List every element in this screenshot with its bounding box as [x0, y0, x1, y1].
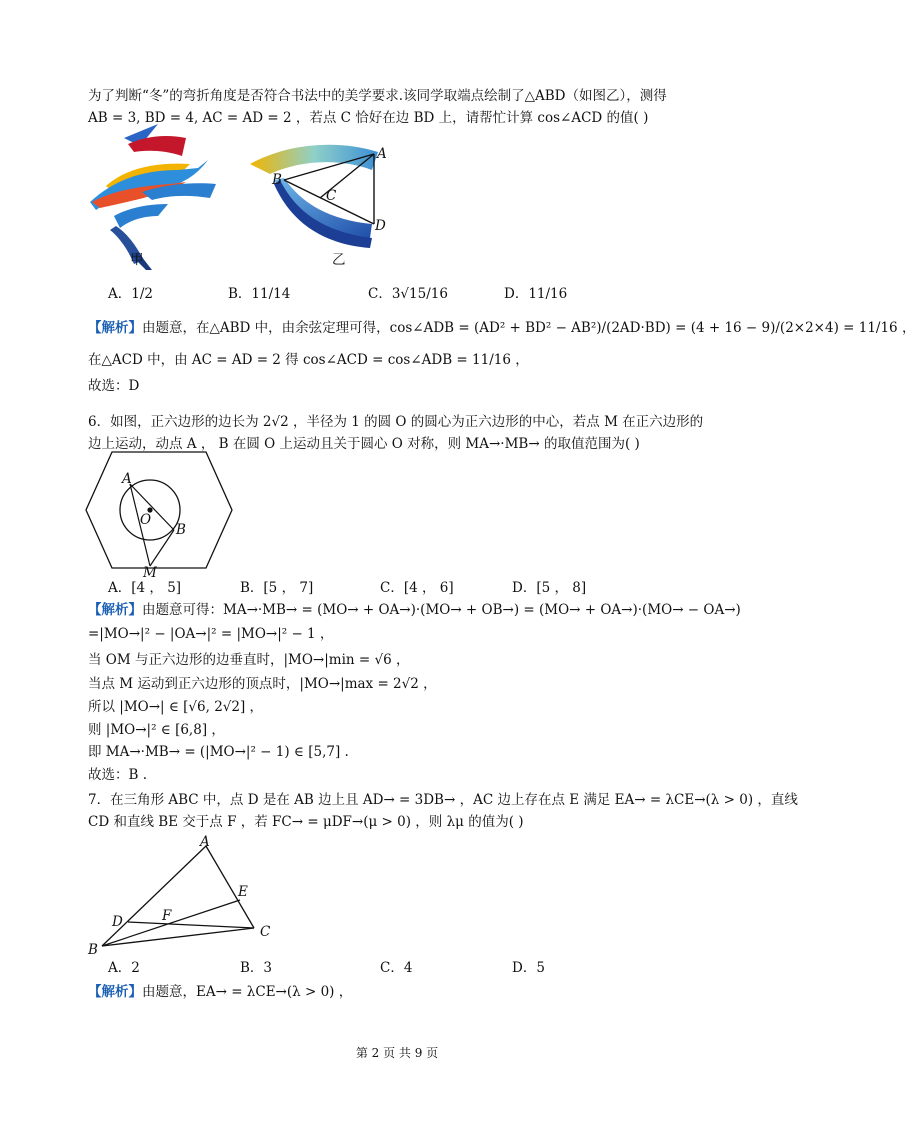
q7-point-f: F	[162, 908, 172, 924]
q5-text-line1: 为了判断“冬”的弯折角度是否符合书法中的美学要求.该同学取端点绘制了△ABD（如图乙），测得	[88, 88, 667, 104]
q6-option-c: C．[4 ， 6]	[380, 580, 454, 596]
q5-point-c: C	[326, 188, 337, 204]
q6-analysis-tag: 【解析】	[88, 602, 142, 618]
q5-analysis-tag: 【解析】	[88, 320, 142, 336]
q6-point-a: A	[122, 471, 132, 487]
q7-text-line2: CD 和直线 BE 交于点 F ，若 FC→ = μDF→(μ > 0) ，则 λμ 的值为( )	[88, 814, 524, 830]
q6-option-d: D．[5 ， 8]	[512, 580, 587, 596]
q6-text-line2: 边上运动，动点 A ， B 在圆 O 上运动且关于圆心 O 对称，则 MA→·MB→ 的取值范围为( )	[88, 436, 640, 452]
q6-point-o: O	[140, 512, 152, 528]
q6-answer: 故选：B .	[88, 767, 148, 783]
q7-option-a: A．2	[108, 960, 140, 976]
q6-analysis-line7: 即 MA→·MB→ = (|MO→|² − 1) ∈ [5,7] .	[88, 744, 349, 760]
q5-option-b: B．11/14	[228, 286, 291, 302]
q6-analysis-line6: 则 |MO→|² ∈ [6,8] ，	[88, 722, 225, 738]
q5-figure-jia	[86, 124, 226, 270]
q6-option-a: A．[4 ， 5]	[108, 580, 182, 596]
q7-point-c: C	[260, 924, 271, 940]
q7-option-d: D．5	[512, 960, 545, 976]
q5-figure-yi-label: 乙	[332, 252, 346, 268]
q7-point-a: A	[200, 834, 210, 850]
q5-analysis-line2: 在△ACD 中，由 AC = AD = 2 得 cos∠ACD = cos∠ADB = 11/16 ，	[88, 352, 529, 368]
q6-analysis-line4: 当点 M 运动到正六边形的顶点时，|MO→|max = 2√2 ，	[88, 676, 437, 692]
q5-text-line2: AB = 3, BD = 4, AC = AD = 2 ，若点 C 恰好在边 BD 上，请帮忙计算 cos∠ACD 的值( )	[88, 110, 649, 126]
q7-analysis-text1: 由题意，EA→ = λCE→(λ > 0) ，	[142, 984, 353, 1000]
q6-analysis-line3: 当 OM 与正六边形的边垂直时，|MO→|min = √6 ，	[88, 652, 410, 668]
q6-analysis-line5: 所以 |MO→| ∈ [√6, 2√2] ，	[88, 699, 264, 715]
q5-figure-jia-label: 甲	[130, 252, 144, 268]
q5-point-a: A	[377, 146, 387, 162]
q7-point-e: E	[238, 884, 248, 900]
q6-analysis-line2: =|MO→|² − |OA→|² = |MO→|² − 1 ，	[88, 626, 334, 642]
q5-point-d: D	[375, 218, 386, 234]
q6-point-m: M	[143, 565, 157, 581]
q5-option-a: A．1/2	[108, 286, 153, 302]
q6-option-b: B．[5 ， 7]	[240, 580, 314, 596]
q7-analysis-tag: 【解析】	[88, 984, 142, 1000]
q6-point-b: B	[176, 522, 186, 538]
q7-text-line1: 7．在三角形 ABC 中，点 D 是在 AB 边上且 AD→ = 3DB→ ，AC 边上存在点 E 满足 EA→ = λCE→(λ > 0) ，直线	[88, 792, 798, 808]
q6-analysis-line1	[88, 600, 741, 620]
page-footer: 第 2 页 共 9 页	[355, 1046, 439, 1060]
q7-analysis-line1	[88, 982, 352, 1002]
q7-option-b: B．3	[240, 960, 273, 976]
q5-point-b: B	[272, 172, 282, 188]
q5-option-d: D．11/16	[504, 286, 568, 302]
q7-point-b: B	[88, 942, 98, 958]
q7-point-d: D	[112, 914, 123, 930]
q6-analysis-text1: 由题意可得：MA→·MB→ = (MO→ + OA→)·(MO→ + OB→) = (MO→ + OA→)·(MO→ − OA→)	[142, 602, 741, 618]
q6-hexagon-figure	[84, 450, 234, 576]
q5-analysis-text1: 由题意，在△ABD 中，由余弦定理可得，cos∠ADB = (AD² + BD² − AB²)/(2AD·BD) = (4 + 16 − 9)/(2×2×4) = 11/16 ，	[142, 320, 915, 336]
q7-option-c: C．4	[380, 960, 413, 976]
q6-text-line1: 6．如图，正六边形的边长为 2√2 ，半径为 1 的圆 O 的圆心为正六边形的中心，若点 M 在正六边形的	[88, 414, 704, 430]
q5-option-c: C．3√15/16	[368, 286, 448, 302]
q5-answer: 故选：D	[88, 378, 140, 394]
q5-analysis-line1	[88, 318, 915, 338]
